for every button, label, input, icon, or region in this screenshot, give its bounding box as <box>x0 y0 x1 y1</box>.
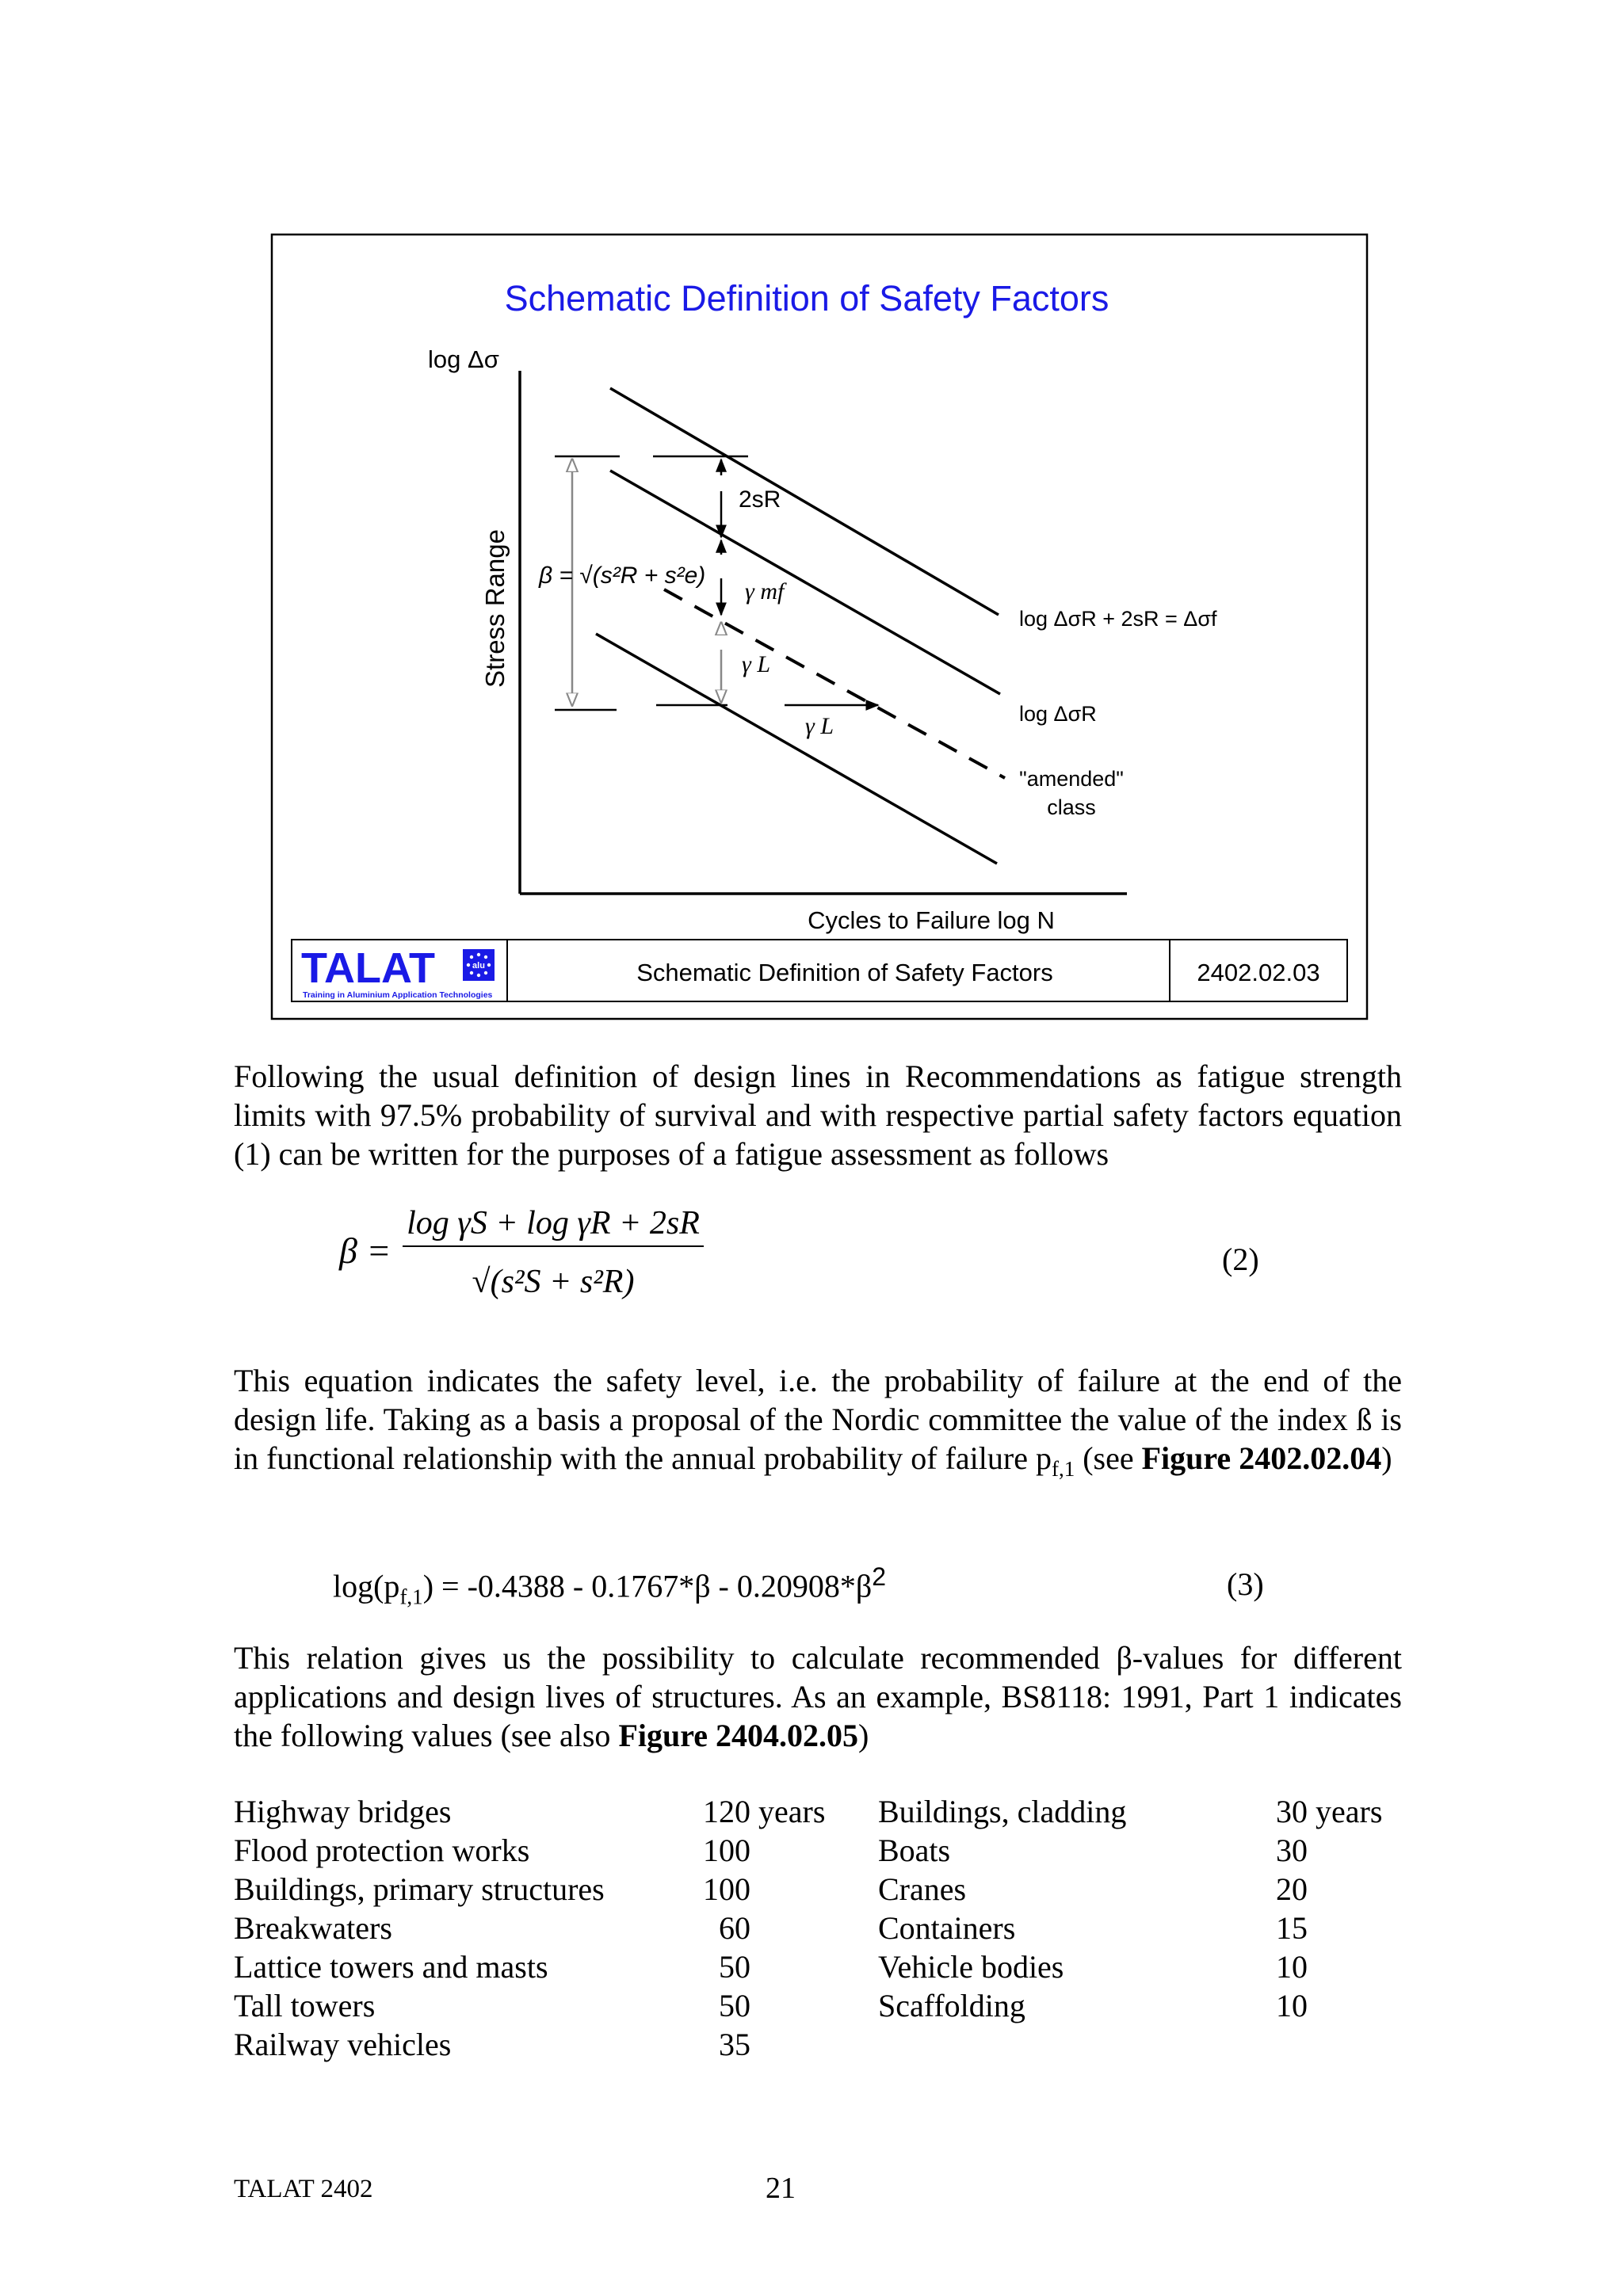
amended-label-line1: "amended" <box>1019 767 1124 791</box>
x-axis-label: Cycles to Failure log N <box>808 906 1055 934</box>
value-years: 15 <box>1276 1910 1308 1946</box>
eq2-numerator: log γS + log γR + 2sR <box>403 1204 704 1247</box>
upper-line-label: log ΔσR + 2sR = Δσf <box>1019 607 1217 631</box>
value-years: 100 <box>703 1833 750 1868</box>
beta-formula: β = √(s²R + s²e) <box>539 563 706 589</box>
para2-end: ) <box>1381 1440 1392 1476</box>
footer-doc-id: TALAT 2402 <box>234 2175 373 2203</box>
paragraph-safety-level <box>234 1361 1402 1489</box>
value-name: Vehicle bodies <box>878 1949 1064 1985</box>
figure-code: 2402.02.03 <box>1197 959 1320 986</box>
eq2-label: (2) <box>1222 1241 1259 1277</box>
label-gamma-l-vertical: γ L <box>742 651 771 677</box>
value-name: Buildings, primary structures <box>234 1871 605 1907</box>
eq3-body <box>333 1562 886 1609</box>
eq3-subscript: f,1 <box>399 1585 423 1609</box>
label-gamma-mf: γ mf <box>745 578 785 605</box>
value-name: Containers <box>878 1910 1016 1946</box>
label-2sr: 2sR <box>739 486 781 513</box>
para2-subscript: f,1 <box>1051 1457 1075 1481</box>
value-name: Lattice towers and masts <box>234 1949 548 1985</box>
amended-label-line2: class <box>1047 795 1096 819</box>
para2-text: This equation indicates the safety level, i.e. the probability of failure at the end of the design life. Taking as a basis a proposal of the Nordic committee the value of the index ß is in functional relationship with the annual probability of failure p <box>234 1363 1402 1476</box>
figure-caption: Schematic Definition of Safety Factors <box>636 959 1053 986</box>
label-gamma-l-horizontal: γ L <box>805 713 834 739</box>
value-name: Highway bridges <box>234 1794 452 1829</box>
y-axis-label: Stress Range <box>480 529 510 688</box>
value-name: Scaffolding <box>878 1988 1025 2023</box>
value-years: 120 years <box>703 1794 826 1829</box>
para3-end: ) <box>858 1718 869 1753</box>
amended-class-line <box>664 589 1005 778</box>
figure-ref-2404-02-05: Figure 2404.02.05 <box>618 1718 859 1753</box>
value-years: 10 <box>1276 1988 1308 2023</box>
value-years: 50 <box>719 1988 750 2023</box>
paragraph-beta-values <box>234 1638 1402 1755</box>
eq2-lhs: β = <box>339 1230 391 1271</box>
para3-text: This relation gives us the possibility to calculate recommended β-values for different applications and design lives of structures. As an example, BS8118: 1991, Part 1 indicates the following values (see also <box>234 1640 1402 1753</box>
page-number: 21 <box>766 2172 796 2205</box>
talat-logo-text: TALAT <box>301 944 435 992</box>
eq3-rest: ) = -0.4388 - 0.1767*β - 0.20908*β <box>422 1568 873 1604</box>
paragraph-design-lines: Following the usual definition of design lines in Recommendations as fatigue strength limits with 97.5% probability of survival and with respective partial safety factors equation (1) can be written for the purposes of a fatigue assessment as follows <box>234 1058 1402 1172</box>
value-years: 30 <box>1276 1833 1308 1868</box>
eq3-label: (3) <box>1227 1566 1264 1602</box>
eq3-prefix: log(p <box>333 1568 400 1604</box>
value-years: 60 <box>719 1910 750 1946</box>
para2-after: (see <box>1075 1440 1142 1476</box>
value-name: Flood protection works <box>234 1833 530 1868</box>
value-years: 100 <box>703 1871 750 1907</box>
lower-design-line <box>596 634 997 864</box>
talat-logo <box>301 944 495 1000</box>
mean-line-label: log ΔσR <box>1019 702 1097 726</box>
eq3-superscript: 2 <box>872 1562 887 1591</box>
value-years: 35 <box>719 2027 750 2062</box>
value-name: Breakwaters <box>234 1910 392 1946</box>
y-axis-symbol: log Δσ <box>428 345 499 373</box>
value-name: Boats <box>878 1833 951 1868</box>
value-name: Cranes <box>878 1871 967 1907</box>
value-name: Tall towers <box>234 1988 376 2023</box>
value-years: 20 <box>1276 1871 1308 1907</box>
logo-subtitle: Training in Aluminium Application Technologies <box>303 990 493 1000</box>
safety-factors-figure <box>0 0 1623 1030</box>
figure-title: Schematic Definition of Safety Factors <box>504 278 1109 318</box>
value-name: Railway vehicles <box>234 2027 452 2062</box>
eq2-denominator: √(s²S + s²R) <box>472 1264 635 1300</box>
value-years: 50 <box>719 1949 750 1985</box>
value-years: 10 <box>1276 1949 1308 1985</box>
figure-ref-2402-02-04: Figure 2402.02.04 <box>1141 1440 1382 1476</box>
logo-badge-text: alu <box>472 961 485 971</box>
value-name: Buildings, cladding <box>878 1794 1127 1829</box>
value-years: 30 years <box>1276 1794 1383 1829</box>
